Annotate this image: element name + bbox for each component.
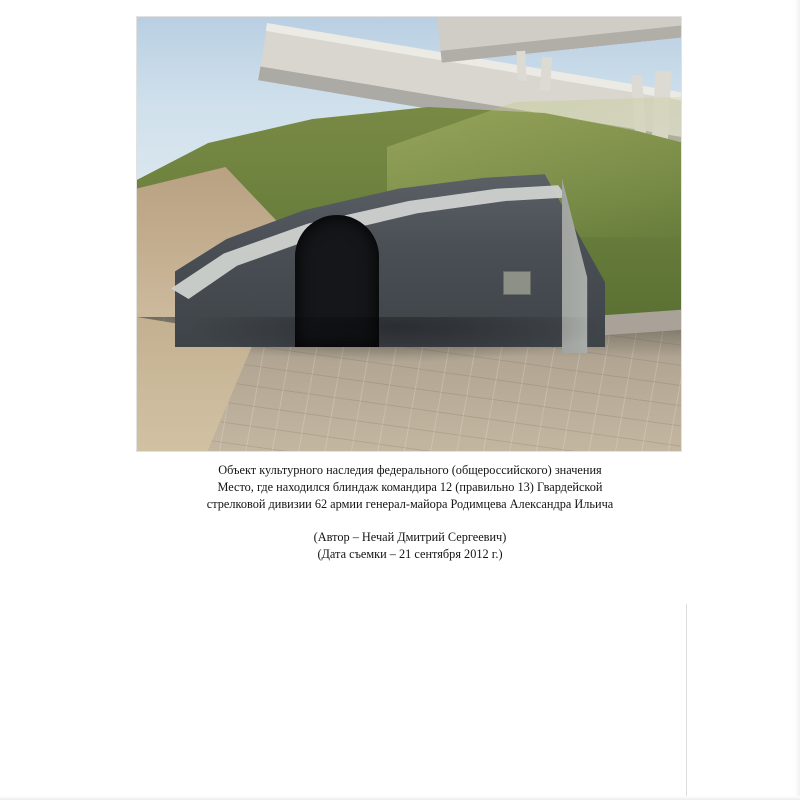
bunker-ground-shadow: [185, 317, 605, 363]
caption-heritage-line-3: стрелковой дивизии 62 армии генерал-майора Родимцева Александра Ильича: [206, 497, 614, 511]
caption-date-line: (Дата съемки – 21 сентября 2012 г.): [317, 547, 503, 561]
memorial-plaque: [503, 271, 531, 295]
scan-edge-right: [794, 0, 800, 800]
photo-caption: [137, 462, 683, 563]
scan-edge-bottom: [0, 796, 800, 800]
caption-heritage-line-2: Место, где находился блиндаж командира 12 (правильно 13) Гвардейской: [217, 480, 603, 494]
caption-heritage-line-1: Объект культурного наследия федерального (общероссийского) значения: [218, 463, 602, 477]
bunker-structure: [175, 167, 605, 347]
caption-credit-block: [137, 529, 683, 563]
memorial-bunker-photo: [137, 17, 681, 451]
caption-author-line: (Автор – Нечай Дмитрий Сергеевич): [313, 530, 507, 544]
scan-fold-line: [686, 604, 687, 800]
bridge-pier-5: [516, 51, 527, 81]
